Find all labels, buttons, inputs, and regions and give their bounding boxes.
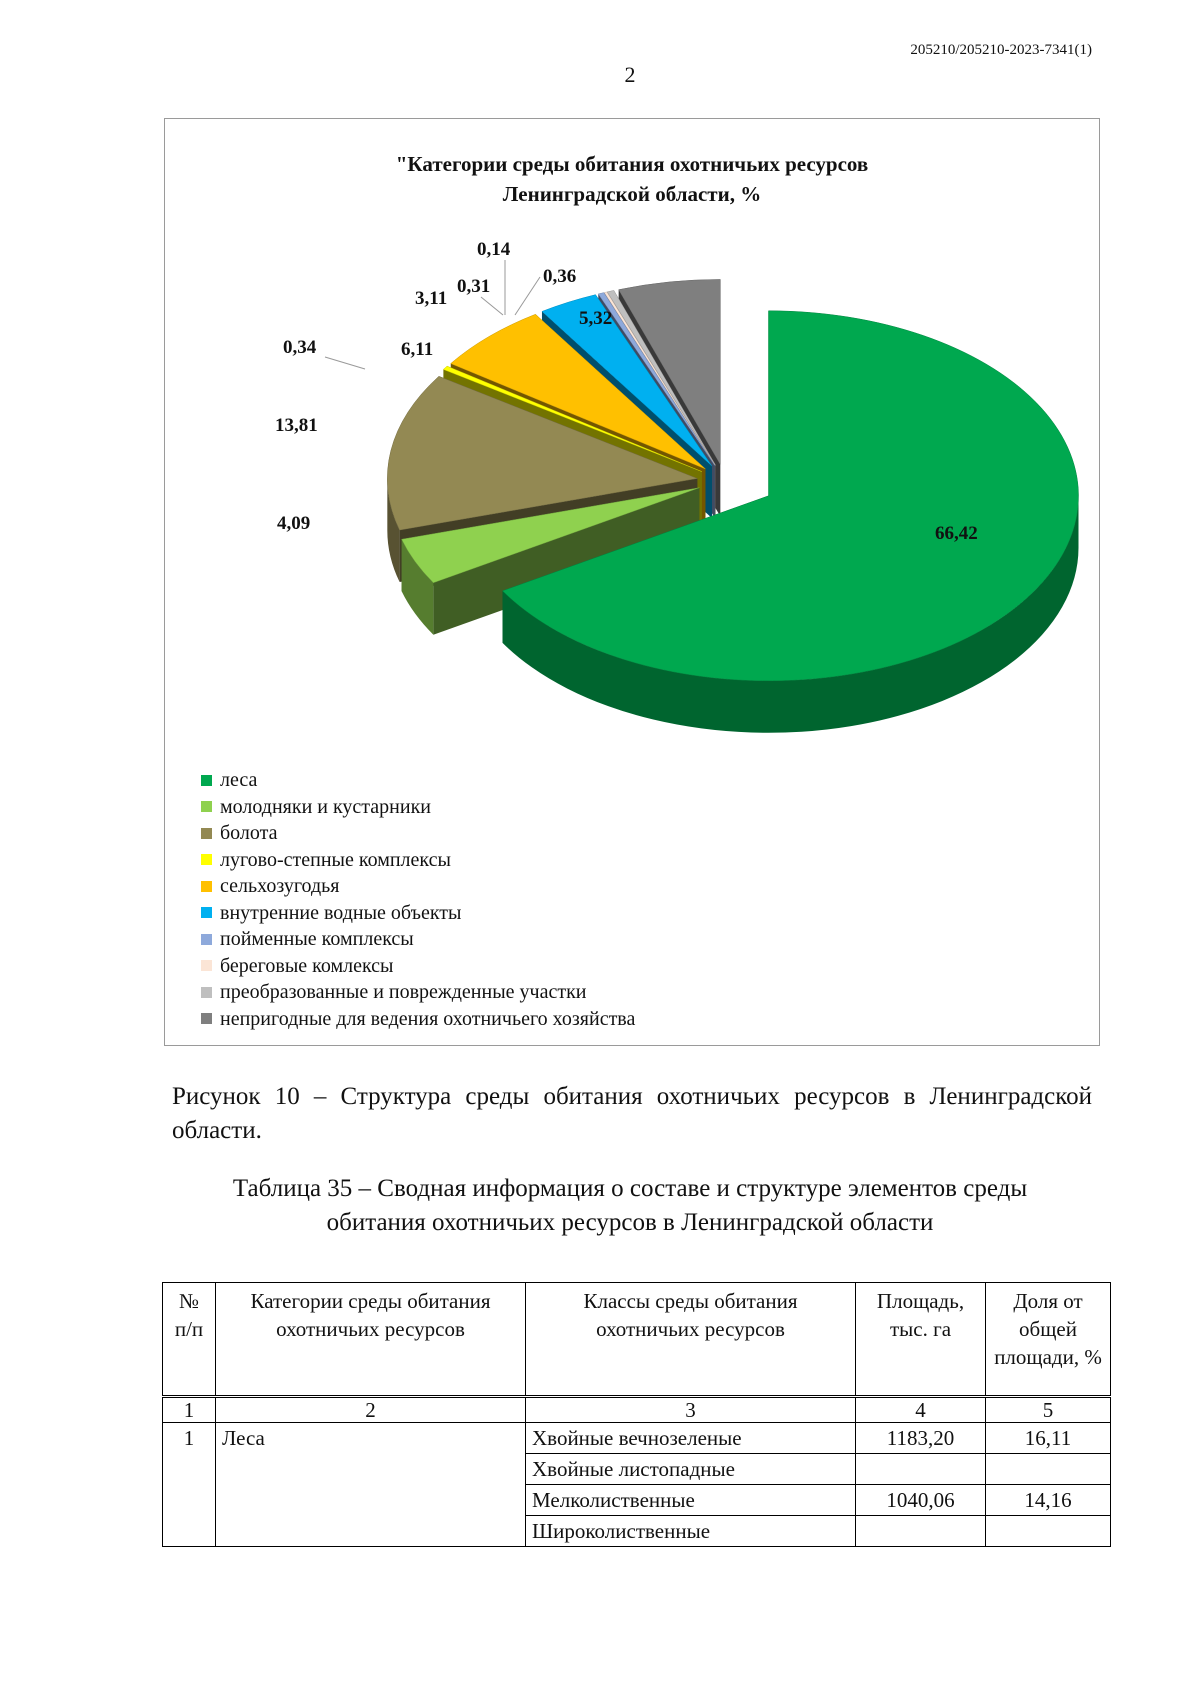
legend-swatch bbox=[201, 828, 212, 839]
document-id: 205210/205210-2023-7341(1) bbox=[910, 42, 1092, 58]
legend-label: болота bbox=[220, 822, 278, 844]
header-area: Площадь, тыс. га bbox=[856, 1283, 986, 1397]
row-share bbox=[986, 1454, 1111, 1485]
header-number: № п/п bbox=[163, 1283, 216, 1397]
column-number: 3 bbox=[526, 1397, 856, 1423]
legend-label: непригодные для ведения охотничьего хозяйства bbox=[220, 1007, 636, 1030]
figure-caption: Рисунок 10 – Структура среды обитания охотничьих ресурсов в Ленинградской области. bbox=[172, 1083, 1092, 1144]
legend-label: леса bbox=[220, 769, 258, 791]
legend-item bbox=[201, 953, 635, 980]
legend-item bbox=[201, 900, 635, 927]
legend-label: береговые комлексы bbox=[220, 954, 394, 977]
habitat-table bbox=[162, 1282, 1111, 1547]
legend-swatch bbox=[201, 960, 212, 971]
pie-value-label: 6,11 bbox=[401, 339, 434, 360]
legend-swatch bbox=[201, 1013, 212, 1024]
chart-title-line2: Ленинградской области, % bbox=[502, 182, 762, 206]
pie-value-label: 13,81 bbox=[275, 415, 318, 436]
legend-label: сельхозугодья bbox=[220, 875, 340, 897]
row-category: Леса bbox=[216, 1423, 526, 1547]
legend-item bbox=[201, 794, 635, 821]
legend-swatch bbox=[201, 801, 212, 812]
pie-value-label: 4,09 bbox=[277, 513, 311, 534]
pie-value-label: 0,34 bbox=[283, 337, 317, 358]
legend-label: молодняки и кустарники bbox=[220, 795, 431, 818]
row-area bbox=[856, 1454, 986, 1485]
leader-line bbox=[325, 357, 365, 369]
pie-value-label: 66,42 bbox=[935, 523, 978, 544]
legend-label: пойменные комплексы bbox=[220, 928, 414, 950]
legend-item bbox=[201, 820, 635, 847]
legend-swatch bbox=[201, 854, 212, 865]
row-number: 1 bbox=[163, 1423, 216, 1547]
column-number: 4 bbox=[856, 1397, 986, 1423]
column-number: 1 bbox=[163, 1397, 216, 1423]
column-number-row bbox=[163, 1397, 1111, 1423]
legend-item bbox=[201, 847, 635, 874]
row-share: 14,16 bbox=[986, 1485, 1111, 1516]
chart-title-line1: "Категории среды обитания охотничьих ресурсов bbox=[395, 152, 869, 176]
legend-item bbox=[201, 979, 635, 1006]
table-title-line1: Таблица 35 – Сводная информация о составе и структуре элементов среды bbox=[232, 1175, 1028, 1202]
pie-value-label: 5,32 bbox=[579, 308, 613, 329]
header-share: Доля от общей площади, % bbox=[986, 1283, 1111, 1397]
row-area bbox=[856, 1516, 986, 1547]
legend-item bbox=[201, 1006, 635, 1033]
legend-label: внутренние водные объекты bbox=[220, 901, 462, 924]
legend-swatch bbox=[201, 934, 212, 945]
row-area: 1040,06 bbox=[856, 1485, 986, 1516]
page-number: 2 bbox=[624, 62, 636, 87]
pie-value-label: 0,31 bbox=[457, 276, 491, 297]
row-share bbox=[986, 1516, 1111, 1547]
legend-swatch bbox=[201, 907, 212, 918]
table-title bbox=[160, 1172, 1100, 1240]
row-class: Хвойные листопадные bbox=[526, 1454, 856, 1485]
column-number: 2 bbox=[216, 1397, 526, 1423]
row-area: 1183,20 bbox=[856, 1423, 986, 1454]
pie-value-label: 0,14 bbox=[477, 239, 511, 260]
pie-value-label: 3,11 bbox=[415, 288, 448, 309]
table-title-line2: обитания охотничьих ресурсов в Ленинградской области bbox=[326, 1209, 934, 1236]
chart-frame bbox=[164, 118, 1100, 1046]
legend-swatch bbox=[201, 881, 212, 892]
row-class: Хвойные вечнозеленые bbox=[526, 1423, 856, 1454]
legend-swatch bbox=[201, 987, 212, 998]
row-share: 16,11 bbox=[986, 1423, 1111, 1454]
leader-line bbox=[515, 277, 540, 315]
table-row bbox=[163, 1423, 1111, 1454]
legend-item bbox=[201, 767, 635, 794]
pie-value-label: 0,36 bbox=[543, 266, 577, 287]
legend-item bbox=[201, 873, 635, 900]
legend-label: преобразованные и поврежденные участки bbox=[220, 981, 587, 1003]
header-category: Категории среды обитания охотничьих ресурсов bbox=[216, 1283, 526, 1397]
chart-legend bbox=[201, 767, 635, 1032]
pie-chart bbox=[165, 119, 1099, 759]
row-class: Широколиственные bbox=[526, 1516, 856, 1547]
header-class: Классы среды обитания охотничьих ресурсов bbox=[526, 1283, 856, 1397]
legend-swatch bbox=[201, 775, 212, 786]
table-header-row bbox=[163, 1283, 1111, 1397]
legend-label: лугово-степные комплексы bbox=[220, 848, 451, 871]
column-number: 5 bbox=[986, 1397, 1111, 1423]
legend-item bbox=[201, 926, 635, 953]
leader-line bbox=[481, 297, 503, 315]
row-class: Мелколиственные bbox=[526, 1485, 856, 1516]
